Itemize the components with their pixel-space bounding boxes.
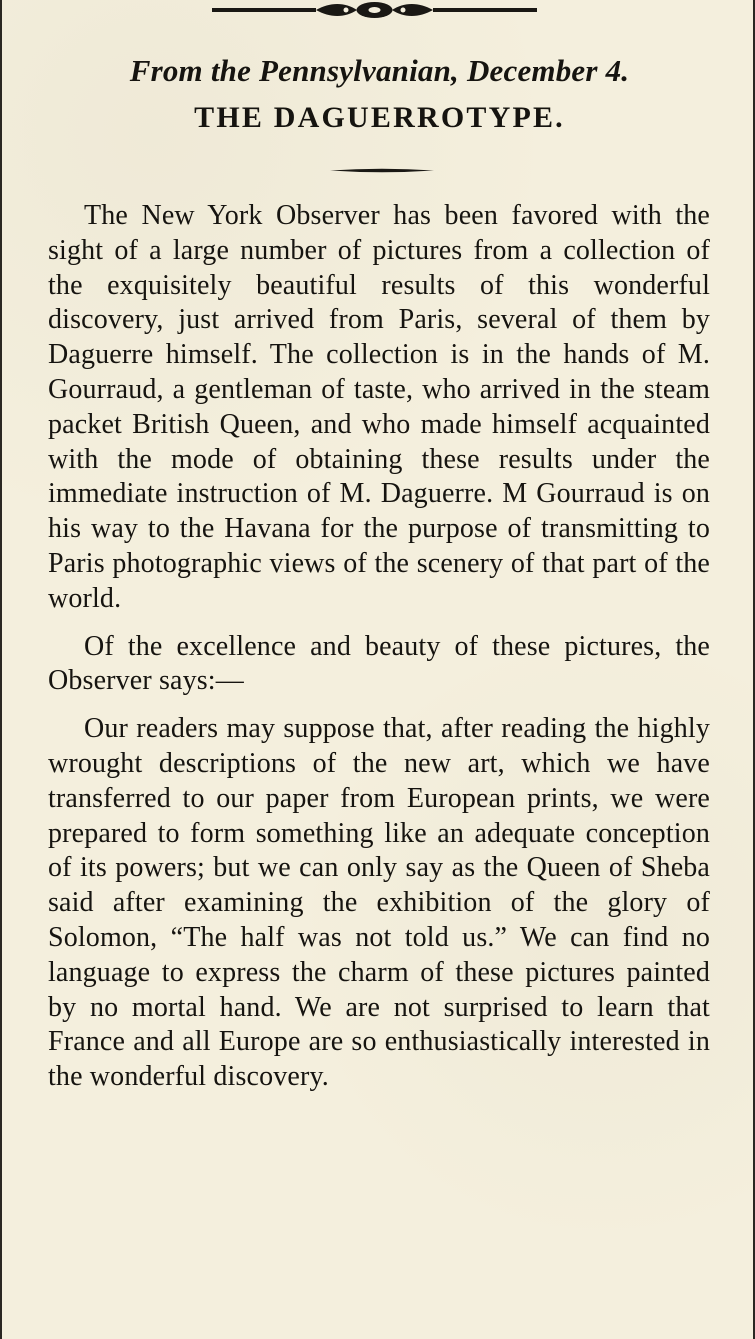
article-paragraph-1: The New York Observer has been favored with the sight of a large number of pictures from a collection of the exquisitely beautiful results of this wonderful discovery, just arrived from Paris, several of them by Daguerre himself. The collection is in the hands of M. Gourraud, a gentleman of taste, who arrived in the steam packet British Queen, and who made himself acquainted with the mode of obtaining these results under the immediate instruction of M. Daguerre. M Gourraud is on his way to the Havana for the purpose of transmitting to Paris photographic views of the scenery of that part of the world. bbox=[48, 200, 710, 614]
horizontal-rule-icon bbox=[330, 167, 434, 174]
article-title: THE DAGUERROTYPE. bbox=[194, 101, 565, 134]
ornamental-divider-icon bbox=[212, 0, 537, 22]
article-paragraph-3: Our readers may suppose that, after reading the highly wrought descriptions of the new art, which we have transferred to our paper from European prints, we were prepared to form something like an adequate conception of its powers; but we can only say as the Queen of Sheba said after examining the exhibition of the glory of Solomon, “The half was not told us.” We can find no language to express the charm of these pictures painted by no mortal hand. We are not surprised to learn that France and all Europe are so enthusiastically interested in the wonderful discovery. bbox=[48, 713, 710, 1093]
source-line: From the Pennsylvanian, December 4. bbox=[129, 53, 630, 88]
article-paragraph-2: Of the excellence and beauty of these pictures, the Observer says:— bbox=[48, 630, 710, 697]
article-header bbox=[57, 54, 702, 134]
article-body bbox=[48, 199, 710, 1095]
